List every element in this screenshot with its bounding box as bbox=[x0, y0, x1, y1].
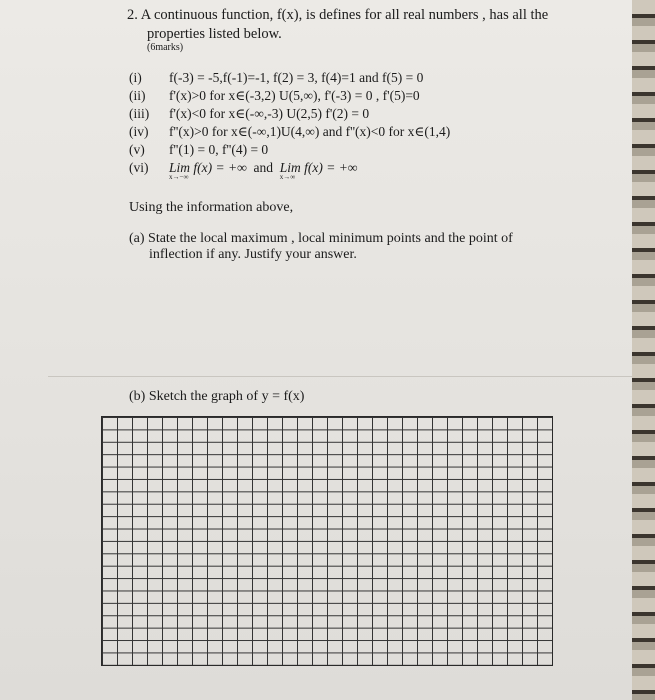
property-text: f''(x)>0 for x∈(-∞,1)U(4,∞) and f''(x)<0 for x∈(1,4) bbox=[169, 124, 451, 139]
limit-right-expression: Lim f(x) = +∞ bbox=[279, 160, 358, 175]
part-b-label: (b) Sketch the graph of y = f(x) bbox=[129, 389, 305, 404]
spiral-binding-edge bbox=[632, 0, 655, 700]
property-text: f'(x)<0 for x∈(-∞,-3) U(2,5) f'(2) = 0 bbox=[169, 106, 370, 121]
property-i bbox=[129, 70, 423, 86]
property-number: (v) bbox=[129, 142, 145, 157]
limit-right-subscript: x→∞ bbox=[279, 173, 296, 181]
property-iv bbox=[129, 124, 450, 140]
property-number: (ii) bbox=[129, 88, 146, 103]
limit-right bbox=[279, 160, 358, 181]
property-number: (i) bbox=[129, 70, 142, 85]
property-ii bbox=[129, 88, 420, 104]
question-title-line2: properties listed below. bbox=[147, 26, 282, 42]
property-text: f'(x)>0 for x∈(-3,2) U(5,∞), f'(-3) = 0 , f'(5)=0 bbox=[169, 88, 420, 103]
graph-paper-grid[interactable] bbox=[101, 416, 553, 666]
property-number: (iii) bbox=[129, 106, 150, 121]
section-divider bbox=[48, 376, 632, 377]
property-vi bbox=[129, 160, 358, 181]
property-v bbox=[129, 142, 268, 158]
using-info-text: Using the information above, bbox=[129, 200, 294, 215]
question-title-line1: 2. A continuous function, f(x), is defines for all real numbers , has all the bbox=[127, 7, 549, 23]
part-a-line1: (a) State the local maximum , local minimum points and the point of bbox=[129, 231, 513, 246]
marks-label: (6marks) bbox=[147, 42, 184, 53]
part-a-line2: inflection if any. Justify your answer. bbox=[149, 247, 357, 262]
limit-left bbox=[169, 160, 247, 181]
limit-and: and bbox=[253, 160, 273, 175]
property-number: (iv) bbox=[129, 124, 149, 139]
property-text: f''(1) = 0, f''(4) = 0 bbox=[169, 142, 269, 157]
property-number: (vi) bbox=[129, 160, 149, 175]
limit-left-expression: Lim f(x) = +∞ bbox=[169, 160, 247, 175]
property-iii bbox=[129, 106, 369, 122]
property-text: f(-3) = -5,f(-1)=-1, f(2) = 3, f(4)=1 and f(5) = 0 bbox=[169, 70, 424, 85]
limit-left-subscript: x→−∞ bbox=[169, 173, 189, 181]
